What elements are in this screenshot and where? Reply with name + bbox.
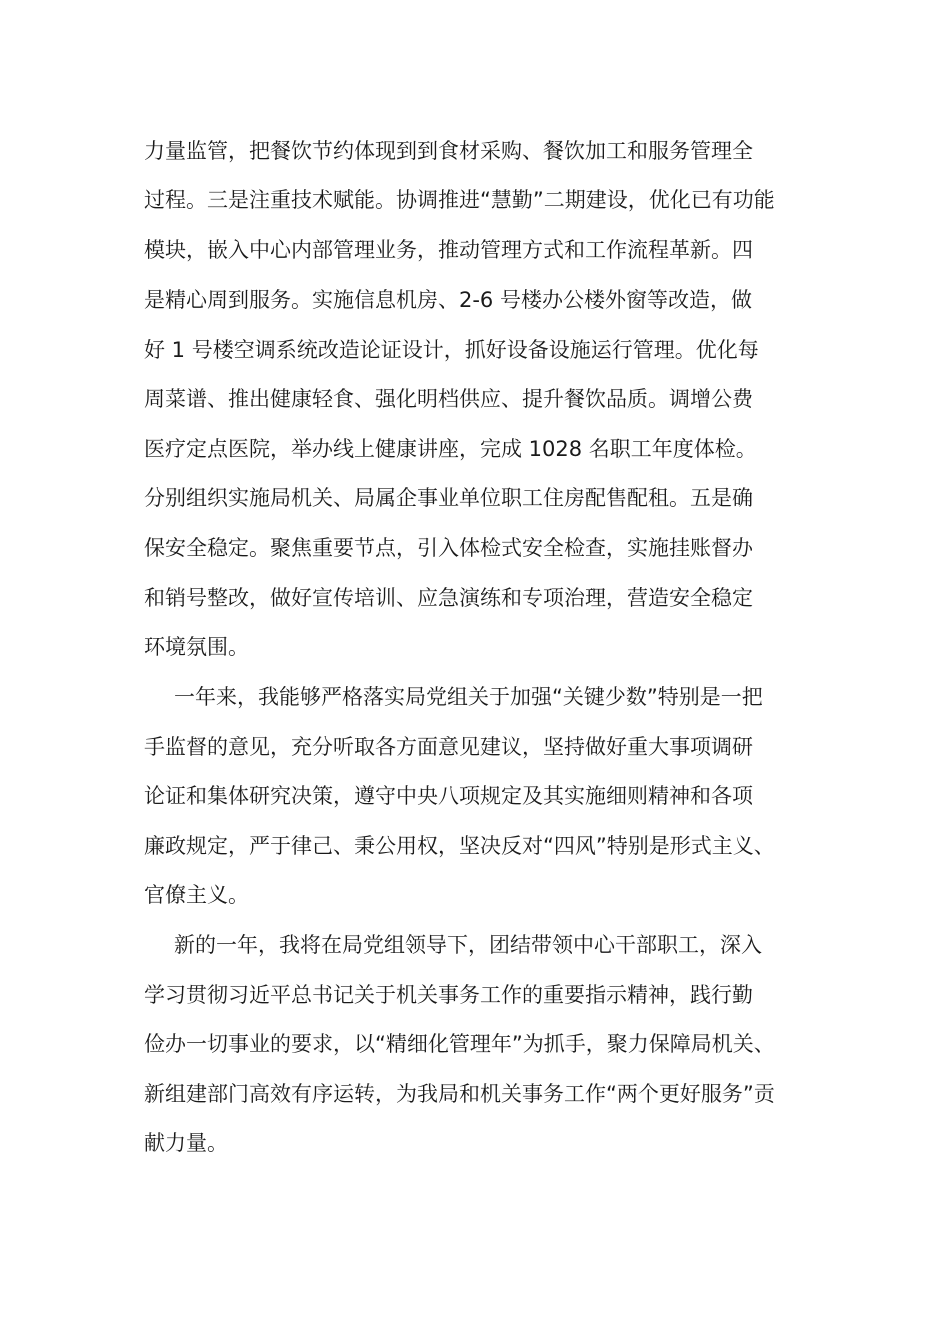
paragraph-1-line: 周菜谱、推出健康轻食、强化明档供应、提升餐饮品质。调增公费 — [144, 387, 753, 411]
paragraph-1-line: 医疗定点医院，举办线上健康讲座，完成 1028 名职工年度体检。 — [144, 437, 757, 461]
paragraph-1-line: 环境氛围。 — [144, 635, 249, 659]
paragraph-1-line: 力量监管，把餐饮节约体现到到食材采购、餐饮加工和服务管理全 — [144, 139, 753, 163]
paragraph-3-line: 新的一年，我将在局党组领导下，团结带领中心干部职工，深入 — [174, 933, 762, 957]
paragraph-2-line: 廉政规定，严于律己、秉公用权，坚决反对“四风”特别是形式主义、 — [144, 834, 775, 858]
paragraph-1-line: 保安全稳定。聚焦重要节点，引入体检式安全检查，实施挂账督办 — [144, 536, 753, 560]
paragraph-1-line: 模块，嵌入中心内部管理业务，推动管理方式和工作流程革新。四 — [144, 238, 753, 262]
paragraph-2-line: 官僚主义。 — [144, 883, 249, 907]
paragraph-3-line: 献力量。 — [144, 1131, 228, 1155]
paragraph-1-line: 分别组织实施局机关、局属企事业单位职工住房配售配租。五是确 — [144, 486, 753, 510]
paragraph-2-line: 论证和集体研究决策，遵守中央八项规定及其实施细则精神和各项 — [144, 784, 753, 808]
paragraph-2-line: 手监督的意见，充分听取各方面意见建议，坚持做好重大事项调研 — [144, 735, 753, 759]
paragraph-3-line: 俭办一切事业的要求，以“精细化管理年”为抓手，聚力保障局机关、 — [144, 1032, 775, 1056]
paragraph-1-line: 是精心周到服务。实施信息机房、2-6 号楼办公楼外窗等改造，做 — [144, 288, 752, 312]
paragraph-2-line: 一年来，我能够严格落实局党组关于加强“关键少数”特别是一把 — [174, 685, 763, 709]
paragraph-3-line: 学习贯彻习近平总书记关于机关事务工作的重要指示精神，践行勤 — [144, 983, 753, 1007]
paragraph-1-line: 和销号整改，做好宣传培训、应急演练和专项治理，营造安全稳定 — [144, 586, 753, 610]
paragraph-1-line: 好 1 号楼空调系统改造论证设计，抓好设备设施运行管理。优化每 — [144, 338, 759, 362]
paragraph-3-line: 新组建部门高效有序运转，为我局和机关事务工作“两个更好服务”贡 — [144, 1082, 775, 1106]
document-body — [144, 0, 814, 1344]
paragraph-1-line: 过程。三是注重技术赋能。协调推进“慧勤”二期建设，优化已有功能 — [144, 188, 775, 212]
